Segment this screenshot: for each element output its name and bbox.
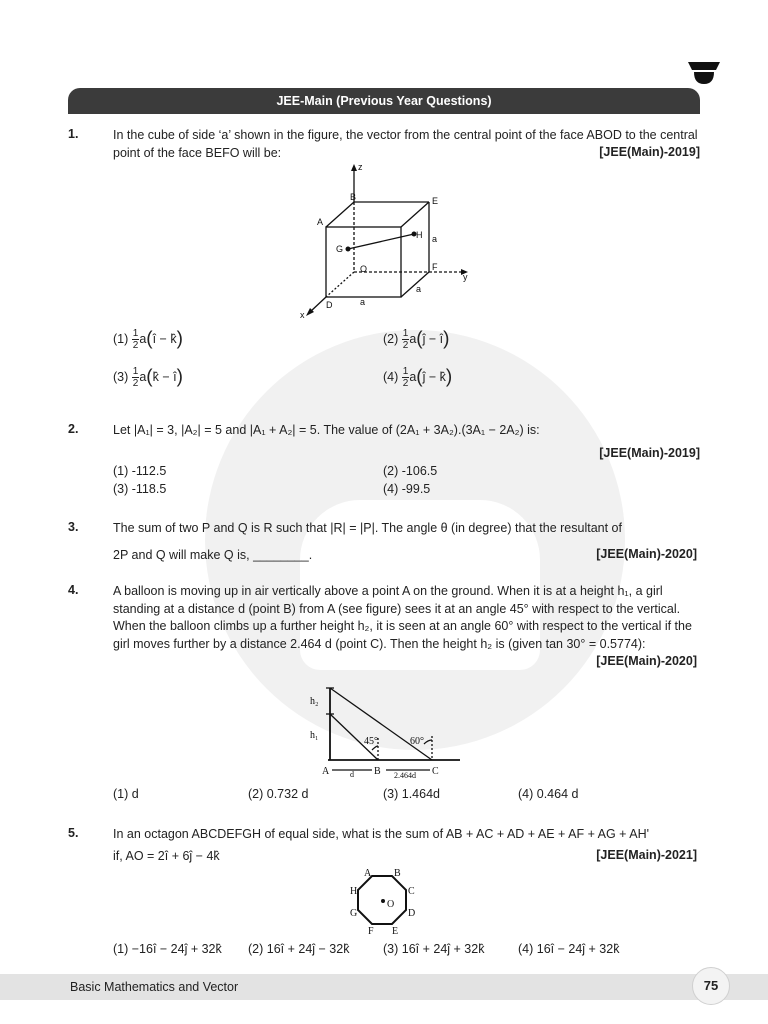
label-B: B (374, 766, 381, 777)
vector-expr: ĵ − k̂ (422, 369, 446, 384)
publisher-logo (688, 60, 720, 86)
option-1[interactable]: (1) −16î − 24ĵ + 32k̂ (113, 942, 222, 956)
option-label: (4) (383, 369, 399, 384)
label-E: E (392, 926, 399, 937)
option-4[interactable]: (4) 16î − 24ĵ + 32k̂ (518, 942, 620, 956)
question-expression: (2A₁ + 3A₂).(3A₁ − 2A₂) (395, 423, 524, 437)
label-a-depth: a (416, 284, 422, 294)
coefficient: a (139, 331, 147, 346)
option-4[interactable]: (4) $\frac{1}{2}$ a(ĵ − k̂) (383, 366, 453, 389)
question-number: 4. (68, 583, 79, 597)
fraction: $\frac{1}{2}$ (132, 366, 139, 389)
label-d: d (350, 770, 354, 779)
label-O: O (360, 264, 368, 274)
question-text-line2: 2P and Q will make Q is, ________. (113, 548, 313, 562)
vector-expr: î − k̂ (152, 331, 177, 346)
option-label: (1) (113, 331, 129, 346)
coefficient: a (409, 369, 417, 384)
option-1[interactable]: (1) $\frac{1}{2}$ a(î − k̂) (113, 328, 183, 351)
label-D: D (408, 908, 416, 919)
question-prefix: Let (113, 423, 131, 437)
option-label: (2) (383, 331, 399, 346)
balloon-figure (306, 684, 466, 780)
question-number: 3. (68, 520, 79, 534)
option-2[interactable]: (2) -106.5 (383, 464, 438, 478)
label-A: A (317, 217, 324, 227)
label-C: C (408, 886, 415, 897)
question-number: 2. (68, 422, 79, 436)
option-2[interactable]: (2) $\frac{1}{2}$ a(ĵ − î) (383, 328, 450, 351)
question-text: A balloon is moving up in air vertically above a point A on the ground. When it is at a height h₁, a girl standing at a distance d (point B) from A (see figure) sees it at an angle 45° with respect to the vertical. When the balloon climbs up a further height h₂, it is seen at an angle 60° with respect to the vertical if the girl moves further by a distance 2.464 d (point C). Then the height h₂ is (given tan 30° = 0.5774): (113, 584, 692, 651)
exam-tag: [JEE(Main)-2021] (596, 848, 697, 862)
question-number: 5. (68, 826, 79, 840)
fraction: $\frac{1}{2}$ (132, 328, 139, 351)
label-h2: h₂ (310, 696, 319, 707)
page-footer (0, 974, 768, 1000)
label-a-side: a (432, 234, 438, 244)
question-text: In the cube of side ‘a’ shown in the figure, the vector from the central point of the face ABOD to the central point of the face BEFO will be: (113, 128, 698, 160)
fraction: $\frac{1}{2}$ (402, 328, 409, 351)
octagon-figure (348, 866, 422, 938)
label-G: G (336, 244, 344, 254)
vector-expr: k̂ − î (152, 369, 177, 384)
coefficient: a (409, 331, 417, 346)
option-3[interactable]: (3) $\frac{1}{2}$ a(k̂ − î) (113, 366, 183, 389)
question-text-line1: The sum of two P and Q is R such that |R| = |P|. The angle θ (in degree) that the resultant of (113, 521, 622, 535)
fraction: $\frac{1}{2}$ (402, 366, 409, 389)
coefficient: a (139, 369, 147, 384)
section-header: JEE-Main (Previous Year Questions) (68, 88, 700, 114)
label-H: H (350, 886, 358, 897)
exam-tag: [JEE(Main)-2020] (596, 654, 697, 668)
question-text-line2: if, AO = 2î + 6ĵ − 4k̂ (113, 849, 220, 863)
option-1[interactable]: (1) d (113, 787, 139, 801)
option-2[interactable]: (2) 0.732 d (248, 787, 309, 801)
label-E: E (432, 196, 439, 206)
label-C: C (432, 766, 439, 777)
question-condition: |A₁| = 3, |A₂| = 5 and |A₁ + A₂| = 5. The value of (133, 423, 393, 437)
option-3[interactable]: (3) 16î + 24ĵ + 32k̂ (383, 942, 485, 956)
option-4[interactable]: (4) 0.464 d (518, 787, 579, 801)
label-y: y (463, 272, 468, 282)
option-2[interactable]: (2) 16î + 24ĵ − 32k̂ (248, 942, 350, 956)
chapter-title: Basic Mathematics and Vector (70, 980, 239, 994)
question-text (113, 422, 701, 440)
label-a-bottom: a (360, 297, 366, 307)
label-A: A (364, 868, 372, 879)
question-suffix: is: (527, 423, 540, 437)
label-B: B (350, 192, 357, 202)
label-45deg: 45° (364, 736, 378, 747)
label-H: H (416, 230, 423, 240)
exam-tag: [JEE(Main)-2020] (596, 547, 697, 561)
vector-expr: ĵ − î (422, 331, 444, 346)
label-h1: h₁ (310, 730, 319, 741)
label-O: O (387, 899, 395, 910)
option-label: (3) (113, 369, 129, 384)
label-2464d: 2.464d (394, 771, 416, 780)
option-3[interactable]: (3) -118.5 (113, 482, 167, 496)
label-F: F (368, 926, 374, 937)
option-1[interactable]: (1) -112.5 (113, 464, 167, 478)
page-number: 75 (692, 967, 730, 1005)
exam-tag: [JEE(Main)-2019] (599, 446, 700, 460)
label-x: x (300, 310, 305, 320)
label-F: F (432, 262, 438, 272)
label-60deg: 60° (410, 736, 424, 747)
question-number: 1. (68, 127, 79, 141)
option-3[interactable]: (3) 1.464d (383, 787, 440, 801)
cube-figure (296, 162, 476, 320)
label-B: B (394, 868, 401, 879)
label-z: z (358, 162, 363, 172)
option-4[interactable]: (4) -99.5 (383, 482, 431, 496)
exam-tag: [JEE(Main)-2019] (599, 145, 700, 159)
question-text-line1: In an octagon ABCDEFGH of equal side, what is the sum of AB + AC + AD + AE + AF + AG + AH' (113, 827, 650, 841)
label-G: G (350, 908, 358, 919)
label-D: D (326, 300, 333, 310)
label-A: A (322, 766, 330, 777)
